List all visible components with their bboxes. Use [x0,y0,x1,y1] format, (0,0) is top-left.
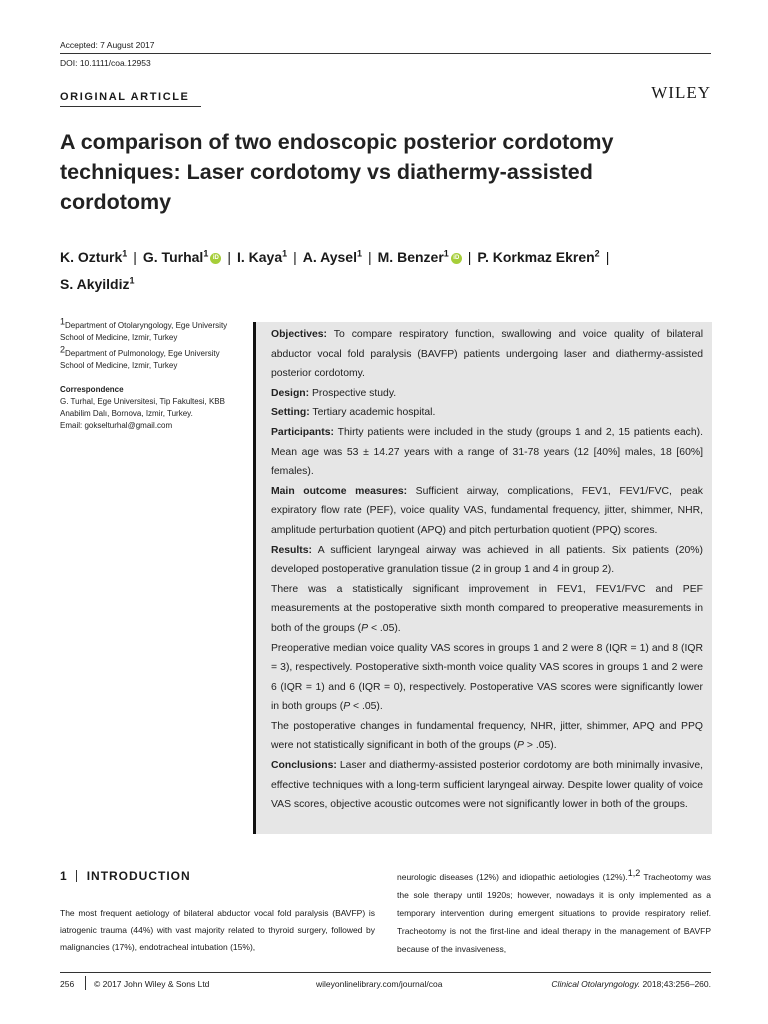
intro-left-column: The most frequent aetiology of bilateral abductor vocal fold paralysis (BAVFP) is iatrogenic trauma (44%) with vast majority related to thyroid surgery, followed by malignancies (17%), endotracheal intubation (15%), [60,908,375,952]
affiliation-1: $^1$Department of Otolaryngology, Ege University School of Medicine, Izmir, Turkey [60,316,228,342]
footer-rule [60,972,711,973]
correspondence-email[interactable]: Email: gokselturhal@gmail.com [60,421,173,430]
doi[interactable]: DOI: 10.1111/coa.12953 [60,58,151,68]
publisher-logo: WILEY [651,83,711,102]
correspondence-heading: Correspondence [60,385,124,394]
author[interactable]: S. Akyildiz$^1$ [60,275,135,292]
page-number: 256 [60,979,75,989]
section-divider [76,870,77,882]
author[interactable]: G. Turhal$^1$ iD [143,249,221,265]
abstract-setting: Setting: Tertiary academic hospital. [271,407,436,419]
abstract-conclusions: Conclusions: Laser and diathermy-assisted posterior cordotomy are both minimally invasive, effective techniques with a long-term sufficient laryngeal airway. Despite lower quality of voice VAS scores, objective acoustic outcomes were not significantly lower in both of the groups. [271,760,703,811]
orcid-icon[interactable]: iD [451,253,462,264]
journal-url[interactable]: wileyonlinelibrary.com/journal/coa [316,979,443,989]
accepted-date: Accepted: 7 August 2017 [60,40,155,50]
author-list: K. Ozturk$^1$ | G. Turhal$^1$ iD | I. Kaya$^1$ | A. Aysel$^1$ | M. Benzer$^1$ iD | P. Korkmaz Ekren$^2$ | S. Akyildiz$^1$ [60,248,610,292]
citation-ref[interactable]: 1,2 [627,868,641,879]
abstract-participants: Participants: Thirty patients were included in the study (groups 1 and 2, 15 patients each). Mean age was 53 ± 14.27 years with a range of 31-78 years (12 [40%] males, 18 [60%] females). [271,426,703,478]
section-heading-introduction [60,869,191,883]
section-number: 1 [60,869,68,883]
footer-divider [85,976,86,990]
abstract-outcome-measures: Main outcome measures: Sufficient airway, complications, FEV1, FEV1/FVC, peak expiratory flow rate (PEF), voice quality VAS, fundamental frequency, jitter, shimmer, NHR, amplitude perturbation quotient (APQ) and pitch perturbation quotient (PPQ) scores. [271,485,703,536]
author[interactable]: M. Benzer$^1$ iD [378,249,462,265]
intro-right-column: neurologic diseases (12%) and idiopathic aetiologies (12%).$^{1,2}$ Tracheotomy was the sole therapy until 1920s; however, nowadays it is only implemented as a temporary intervention during emergent situations to provide respiratory relief. Tracheotomy is not the first-line and ideal therapy in the management of BAVFP because of the invasiveness, [397,868,711,954]
author[interactable]: K. Ozturk$^1$ [60,248,128,265]
copyright: © 2017 John Wiley & Sons Ltd [94,979,210,989]
affiliations [60,316,245,432]
article-title: A comparison of two endoscopic posterior cordotomy techniques: Laser cordotomy vs diathermy-assisted cordotomy [60,130,614,214]
author[interactable]: P. Korkmaz Ekren$^2$ [477,248,600,265]
orcid-icon[interactable]: iD [210,253,221,264]
abstract-objectives: Objectives: To compare respiratory function, swallowing and voice quality of bilateral abductor vocal fold paralysis (BAVFP) patients undergoing laser and diathermy-assisted posterior cordotomy. [271,329,703,380]
abstract-results-lung: There was a statistically significant improvement in FEV1, FEV1/FVC and PEF measurements at the postoperative sixth month compared to preoperative measurements in both of the groups (P < .05). [271,583,703,634]
journal-citation: Clinical Otolaryngology. 2018;43:256–260. [551,979,711,989]
abstract-results: Results: A sufficient laryngeal airway was achieved in all patients. Six patients (20%) developed postoperative granulation tissue (2 in group 1 and 4 in group 2). [271,544,703,576]
section-label: ORIGINAL ARTICLE [60,91,190,103]
author[interactable]: I. Kaya$^1$ [236,248,288,265]
abstract-results-vas: Preoperative median voice quality VAS scores in groups 1 and 2 were 8 (IQR = 1) and 8 (IQR = 3), respectively. Postoperative sixth-month voice quality VAS scores in groups 1 and 2 were 6 (IQR = 1) and 6 (IQR = 0), respectively. Postoperative VAS scores were significantly lower in both groups (P < .05). [271,642,703,713]
abstract [271,325,703,815]
header-rule [60,53,711,54]
author[interactable]: A. Aysel$^1$ [302,248,362,265]
section-label-underline [60,106,201,107]
affiliation-2: $^2$Department of Pulmonology, Ege University School of Medicine, Izmir, Turkey [60,344,220,370]
correspondence-address: G. Turhal, Ege Universitesi, Tip Fakultesi, KBB Anabilim Dalı, Bornova, Izmir, Turkey. [60,397,225,418]
abstract-design: Design: Prospective study. [271,387,397,399]
section-title: INTRODUCTION [86,869,191,883]
abstract-results-acoustic: The postoperative changes in fundamental frequency, NHR, jitter, shimmer, APQ and PPQ were not statistically significant in both of the groups (P > .05). [271,720,703,752]
